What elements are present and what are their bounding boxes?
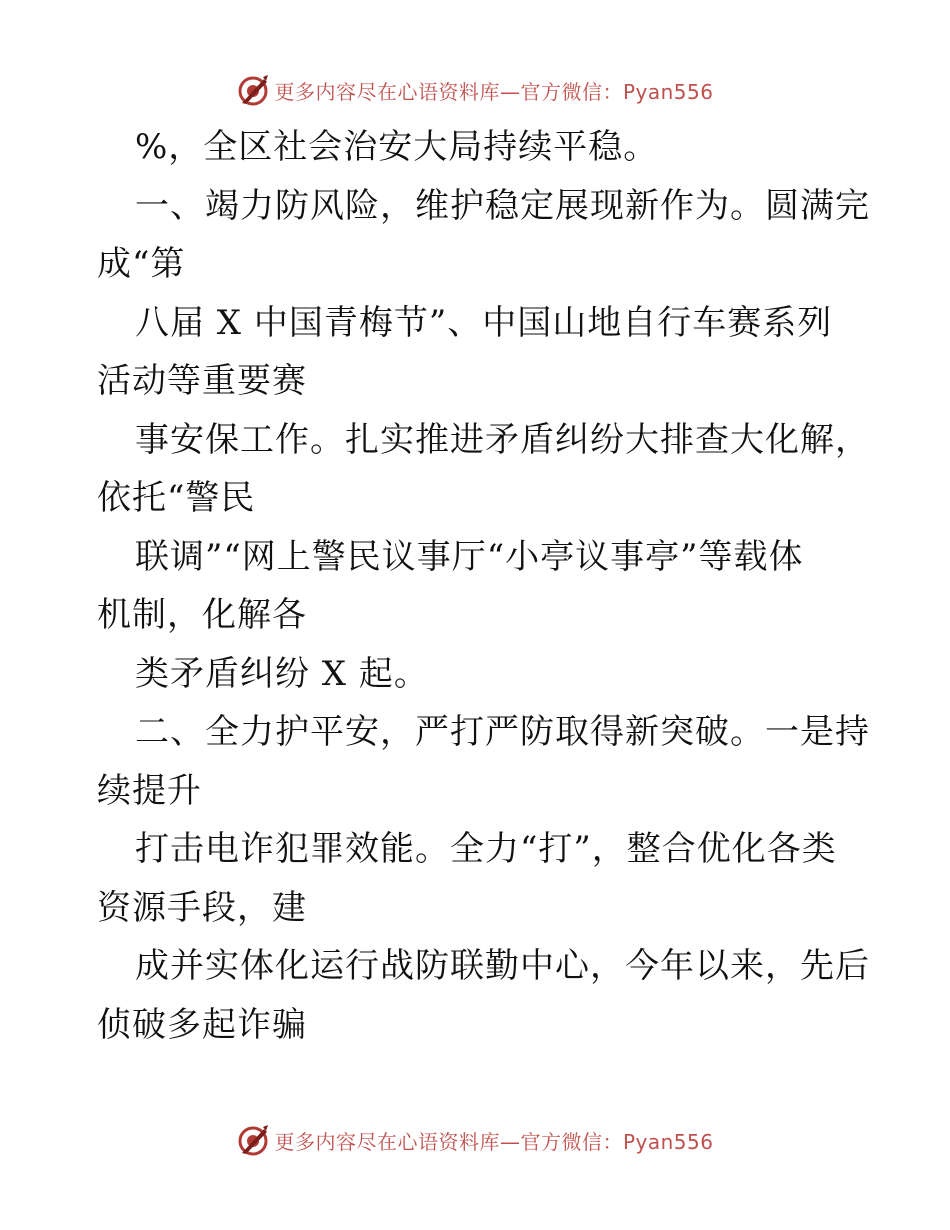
body-text-line: 联调”“网上警民议事厅“小亭议事亭”等载体 [135, 536, 804, 577]
quill-seal-logo-icon [236, 1123, 270, 1157]
header-banner-text: 更多内容尽在心语资料库—官方微信：Pyan556 [274, 79, 714, 104]
body-text-line: 打击电诈犯罪效能。全力“打”，整合优化各类 [135, 829, 837, 869]
body-text-line: 成并实体化运行战防联勤中心，今年以来，先后 [135, 946, 870, 986]
body-text-line: 事安保工作。扎实推进矛盾纠纷大排查大化解， [135, 419, 870, 460]
header-banner [0, 70, 950, 110]
body-text-line: 二、全力护平安，严打严防取得新突破。一是持 [135, 712, 870, 752]
body-text-line: 活动等重要赛 [97, 361, 307, 401]
body-text-line: 资源手段，建 [97, 887, 307, 928]
body-text-line: 成“第 [97, 244, 186, 284]
footer-banner [0, 1120, 950, 1160]
quill-seal-logo-icon [236, 73, 270, 107]
body-text-line: 侦破多起诈骗 [97, 1004, 307, 1045]
body-text-line: 机制，化解各 [97, 595, 307, 635]
body-text-line: %，全区社会治安大局持续平稳。 [135, 127, 659, 167]
body-text-line: 依托“警民 [97, 478, 256, 518]
body-text-line: 类矛盾纠纷 X 起。 [135, 653, 429, 694]
body-text-line: 八届 X 中国青梅节”、中国山地自行车赛系列 [135, 302, 833, 343]
body-text-line: 一、竭力防风险，维护稳定展现新作为。圆满完 [135, 185, 870, 226]
document-body [97, 118, 870, 1054]
body-text-line: 续提升 [97, 770, 202, 811]
footer-banner-text: 更多内容尽在心语资料库—官方微信：Pyan556 [274, 1129, 714, 1154]
